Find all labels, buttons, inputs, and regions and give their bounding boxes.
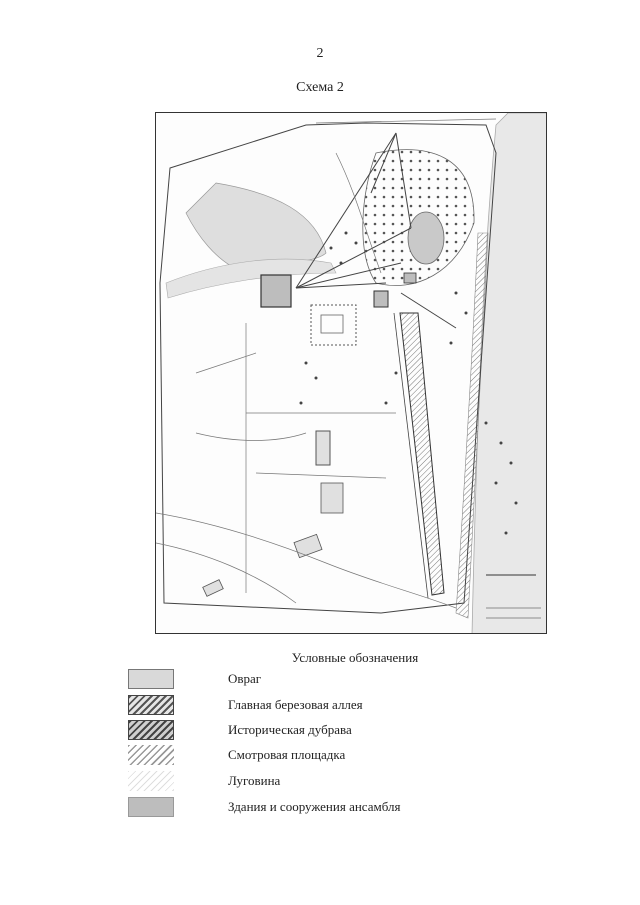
south-west-building-2 xyxy=(203,580,224,597)
south-west-building xyxy=(294,534,322,557)
page-number: 2 xyxy=(316,46,324,61)
pond xyxy=(408,212,444,264)
view-swatch xyxy=(128,745,174,765)
legend-label: Историческая дубрава xyxy=(228,722,352,737)
alley-swatch xyxy=(128,695,174,715)
long-building xyxy=(316,431,330,465)
scheme-title: Схема 2 xyxy=(296,80,344,95)
main-building xyxy=(261,275,291,307)
oak-swatch xyxy=(128,720,174,740)
square-court xyxy=(311,305,356,345)
east-building xyxy=(374,291,388,307)
legend-label: Здания и сооружения ансамбля xyxy=(228,799,401,814)
legend-label: Луговина xyxy=(228,773,281,788)
legend-label: Смотровая площадка xyxy=(228,747,346,762)
south-building xyxy=(321,483,343,513)
main-birch-alley xyxy=(400,313,444,595)
buildings-swatch xyxy=(128,797,174,817)
river-band xyxy=(472,113,547,634)
legend-title: Условные обозначения xyxy=(291,650,419,665)
meadow-swatch xyxy=(128,771,174,791)
site-plan-drawing xyxy=(156,113,547,634)
legend-label: Главная березовая аллея xyxy=(228,697,363,712)
site-plan-map xyxy=(155,112,547,634)
inner-court xyxy=(321,315,343,333)
small-building xyxy=(404,273,416,283)
legend-label: Овраг xyxy=(228,671,262,686)
ravine-swatch xyxy=(128,669,174,689)
